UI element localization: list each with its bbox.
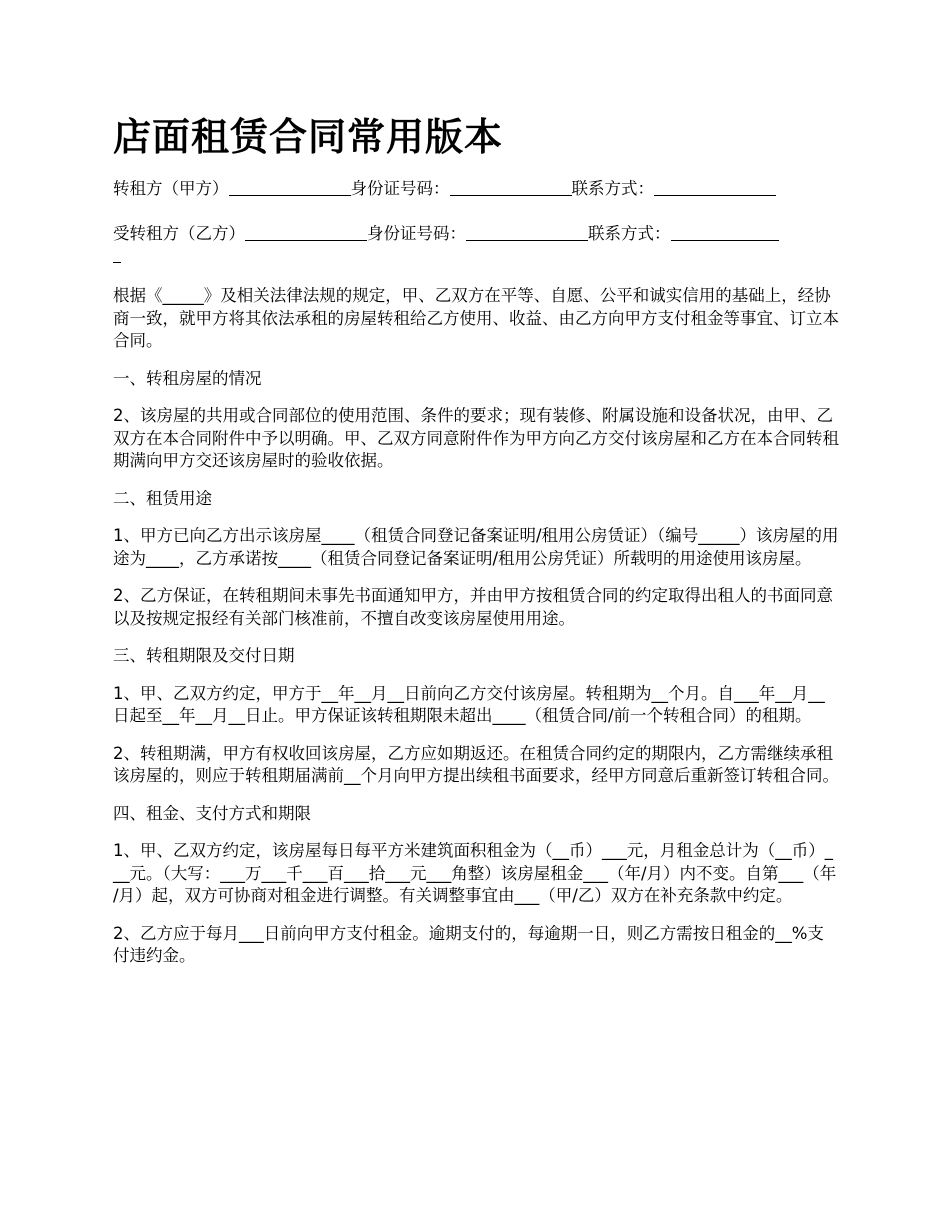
- party-a-label: 转租方（甲方）: [113, 179, 229, 198]
- contract-preamble: 根据《_____》及相关法律法规的规定，甲、乙双方在平等、自愿、公平和诚实信用的基础上，经协商一致，就甲方将其依法承租的房屋转租给乙方使用、收益、由乙方向甲方支付租金等事宜、订立本合同。: [113, 286, 839, 350]
- section-heading-4: 四、租金、支付方式和期限: [113, 803, 311, 823]
- party-a-contact-blank: [654, 179, 776, 196]
- party-b-contact-blank: [671, 224, 779, 241]
- party-b-contact-blank-tail: [113, 246, 121, 263]
- party-b-id-label: 身份证号码：: [367, 223, 466, 243]
- party-b-line: [113, 223, 840, 268]
- clause-3-2: 2、转租期满，甲方有权收回该房屋，乙方应如期返还。在租赁合同约定的期限内，乙方需继续承租该房屋的，则应于转租期届满前__个月向甲方提出续租书面要求，经甲方同意后重新签订转租合同。: [113, 743, 839, 785]
- party-a-id-blank: [450, 179, 572, 196]
- party-b-id-blank: [466, 224, 588, 241]
- party-b-contact-blank-wrap: [113, 245, 840, 267]
- section-heading-1: 一、转租房屋的情况: [113, 368, 262, 388]
- party-b-label: 受转租方（乙方）: [113, 223, 245, 243]
- party-b-name-blank: [245, 224, 367, 241]
- party-a-line: [113, 178, 840, 201]
- clause-4-1: 1、甲、乙双方约定，该房屋每日每平方米建筑面积租金为（__币）___元，月租金总计为（__币）___元。（大写：___万___千___百___拾___元___角整）该房屋租金___（年/月）内不变。自第___（年/月）起，双方可协商对租金进行调整。有关调整事宜由___（甲/乙）双方在补充条款中约定。: [113, 841, 837, 905]
- party-b-contact-label: 联系方式：: [588, 223, 671, 243]
- party-a-id-label: 身份证号码：: [350, 179, 450, 198]
- party-a-name-blank: [229, 179, 351, 196]
- document-body: [113, 178, 840, 983]
- clause-1-2: 2、该房屋的共用或合同部位的使用范围、条件的要求；现有装修、附属设施和设备状况，由甲、乙双方在本合同附件中予以明确。甲、乙双方同意附件作为甲方向乙方交付该房屋和乙方在本合同转租期满向甲方交还该房屋时的验收依据。: [113, 406, 839, 470]
- clause-4-2: 2、乙方应于每月___日前向甲方支付租金。逾期支付的，每逾期一日，则乙方需按日租金的__%支付违约金。: [113, 923, 824, 965]
- section-heading-2: 二、租赁用途: [113, 488, 212, 508]
- party-a-contact-label: 联系方式：: [571, 179, 654, 198]
- document-title: 店面租赁合同常用版本: [113, 115, 504, 159]
- section-heading-3: 三、转租期限及交付日期: [113, 646, 295, 665]
- clause-2-1: 1、甲方已向乙方出示该房屋____（租赁合同登记备案证明/租用公房赁证）（编号_____）该房屋的用途为____，乙方承诺按____（租赁合同登记备案证明/租用公房凭证）所载明的用途使用该房屋。: [113, 526, 839, 568]
- clause-3-1: 1、甲、乙双方约定，甲方于__年__月__日前向乙方交付该房屋。转租期为__个月。自___年__月__日起至__年__月__日止。甲方保证该转租期限未超出____（租赁合同/前一个转租合同）的租期。: [113, 683, 825, 725]
- clause-2-2: 2、乙方保证，在转租期间未事先书面通知甲方，并由甲方按租赁合同的约定取得出租人的书面同意以及按规定报经有关部门核准前，不擅自改变该房屋使用用途。: [113, 586, 833, 628]
